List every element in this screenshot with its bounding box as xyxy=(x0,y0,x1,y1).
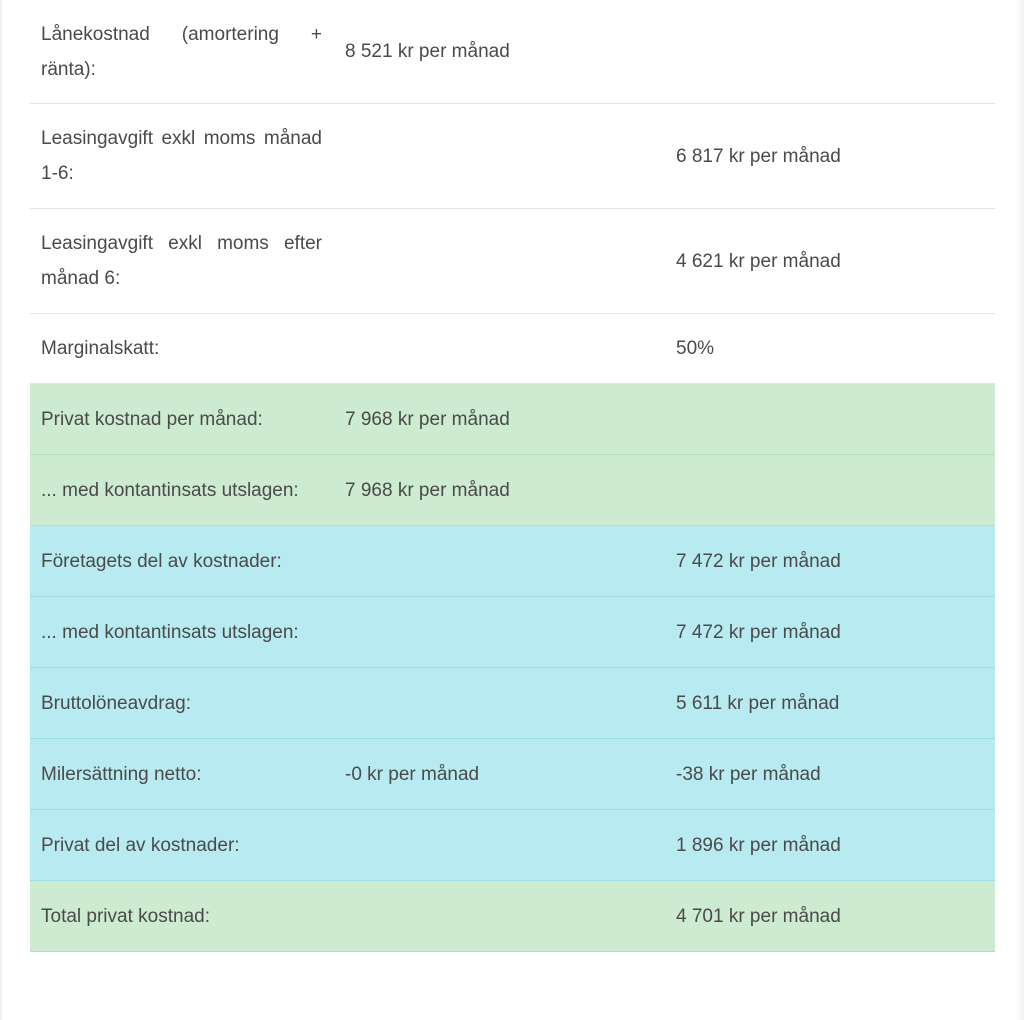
loan-value: 7 968 kr per månad xyxy=(334,384,665,455)
row-label: Privat del av kostnader: xyxy=(30,810,334,881)
table-row-mileage-allowance xyxy=(30,739,995,810)
table-row-private-cost-with-down-payment xyxy=(30,455,995,526)
loan-value xyxy=(334,810,665,881)
table-row-loan-cost xyxy=(30,0,995,104)
loan-value: 8 521 kr per månad xyxy=(334,0,665,104)
table-row-company-share-with-down-payment xyxy=(30,597,995,668)
loan-value xyxy=(334,314,665,384)
row-label: ... med kontantinsats utslagen: xyxy=(30,597,334,668)
row-label: Företagets del av kostnader: xyxy=(30,526,334,597)
page-edge-right xyxy=(1016,0,1024,1020)
leasing-value: -38 kr per månad xyxy=(665,739,995,810)
leasing-value: 6 817 kr per månad xyxy=(665,104,995,209)
cost-comparison-table xyxy=(30,0,995,952)
table-row-marginal-tax xyxy=(30,314,995,384)
row-label: Total privat kostnad: xyxy=(30,881,334,952)
leasing-value xyxy=(665,455,995,526)
leasing-value: 1 896 kr per månad xyxy=(665,810,995,881)
table-row-private-cost-per-month xyxy=(30,384,995,455)
row-label: Leasingavgift exkl moms efter månad 6: xyxy=(30,209,334,314)
loan-value: 7 968 kr per månad xyxy=(334,455,665,526)
loan-value xyxy=(334,597,665,668)
row-label: Privat kostnad per månad: xyxy=(30,384,334,455)
leasing-value xyxy=(665,384,995,455)
leasing-value xyxy=(665,0,995,104)
leasing-value: 7 472 kr per månad xyxy=(665,597,995,668)
loan-value xyxy=(334,209,665,314)
loan-value xyxy=(334,526,665,597)
table-row-total-private-cost xyxy=(30,881,995,952)
table-row-company-share xyxy=(30,526,995,597)
table-row-gross-salary-deduction xyxy=(30,668,995,739)
row-label: ... med kontantinsats utslagen: xyxy=(30,455,334,526)
leasing-value: 4 701 kr per månad xyxy=(665,881,995,952)
table-row-leasing-fee-month-1-6 xyxy=(30,104,995,209)
table-row-leasing-fee-after-month-6 xyxy=(30,209,995,314)
row-label: Milersättning netto: xyxy=(30,739,334,810)
page-edge-left xyxy=(0,0,2,1020)
row-label: Lånekostnad (amortering + ränta): xyxy=(30,0,334,104)
table-row-private-share xyxy=(30,810,995,881)
loan-value xyxy=(334,881,665,952)
row-label: Leasingavgift exkl moms månad 1-6: xyxy=(30,104,334,209)
leasing-value: 4 621 kr per månad xyxy=(665,209,995,314)
leasing-value: 50% xyxy=(665,314,995,384)
row-label: Marginalskatt: xyxy=(30,314,334,384)
loan-value: -0 kr per månad xyxy=(334,739,665,810)
loan-value xyxy=(334,668,665,739)
row-label: Bruttolöneavdrag: xyxy=(30,668,334,739)
loan-value xyxy=(334,104,665,209)
leasing-value: 5 611 kr per månad xyxy=(665,668,995,739)
leasing-value: 7 472 kr per månad xyxy=(665,526,995,597)
